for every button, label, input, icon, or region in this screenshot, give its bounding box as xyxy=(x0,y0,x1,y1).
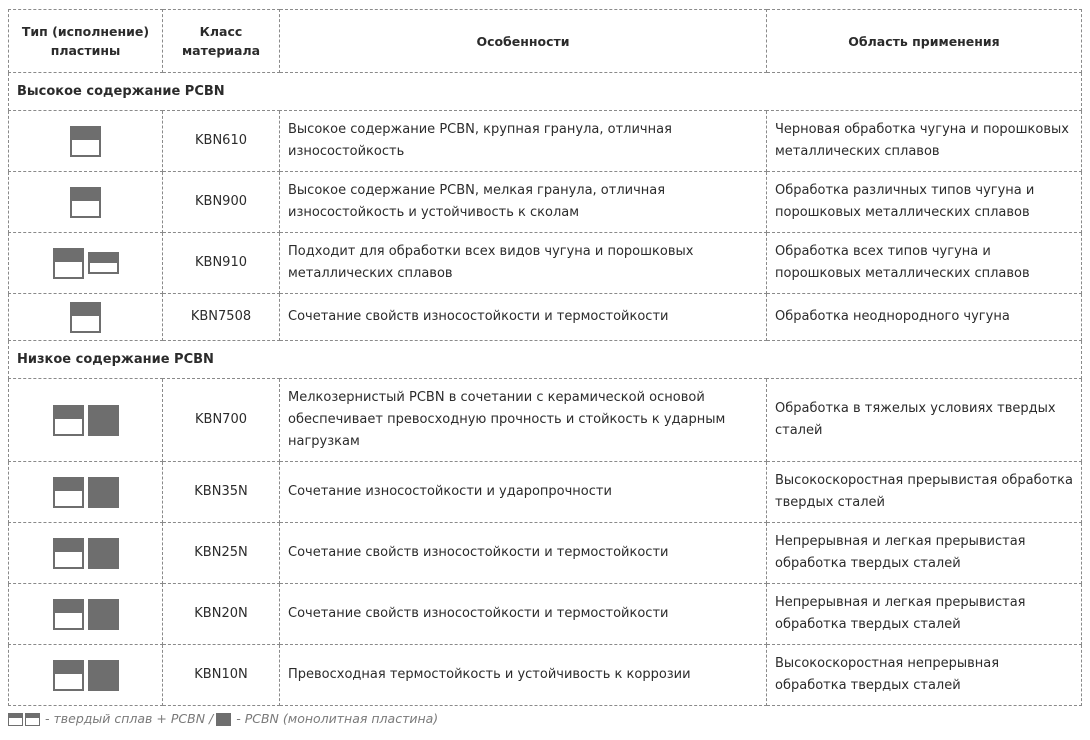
hybrid-insert-icon xyxy=(53,405,84,436)
application-cell: Непрерывная и легкая прерывистая обработка твердых сталей xyxy=(767,523,1082,584)
grade-cell: KBN10N xyxy=(163,645,280,706)
table-row xyxy=(9,294,1082,341)
pcbn-grades-table xyxy=(8,9,1082,706)
section-title: Низкое содержание PCBN xyxy=(9,341,1082,379)
grade-cell: KBN910 xyxy=(163,233,280,294)
application-cell: Обработка неоднородного чугуна xyxy=(767,294,1082,341)
table-row xyxy=(9,172,1082,233)
application-cell: Высокоскоростная прерывистая обработка твердых сталей xyxy=(767,462,1082,523)
grade-cell: KBN20N xyxy=(163,584,280,645)
features-cell: Превосходная термостойкость и устойчивость к коррозии xyxy=(280,645,767,706)
grade-cell: KBN700 xyxy=(163,379,280,462)
features-cell: Подходит для обработки всех видов чугуна и порошковых металлических сплавов xyxy=(280,233,767,294)
table-row xyxy=(9,462,1082,523)
hybrid-insert-icon xyxy=(8,713,23,726)
insert-type-cell xyxy=(9,233,163,294)
grade-cell: KBN35N xyxy=(163,462,280,523)
features-cell: Высокое содержание PCBN, мелкая гранула, отличная износостойкость и устойчивость к сколам xyxy=(280,172,767,233)
application-cell: Обработка всех типов чугуна и порошковых металлических сплавов xyxy=(767,233,1082,294)
hybrid-insert-icon xyxy=(53,248,84,279)
section-header-row xyxy=(9,341,1082,379)
solid-insert-icon xyxy=(216,713,231,726)
insert-type-cell xyxy=(9,645,163,706)
hybrid-insert-icon xyxy=(53,599,84,630)
header-features: Особенности xyxy=(280,10,767,73)
insert-type-cell xyxy=(9,523,163,584)
hybrid-insert-icon xyxy=(53,477,84,508)
section-header-row xyxy=(9,73,1082,111)
insert-type-cell xyxy=(9,379,163,462)
legend-solid-text: - PCBN (монолитная пластина) xyxy=(236,711,439,726)
hybrid-insert-icon xyxy=(88,252,119,274)
insert-type-cell xyxy=(9,172,163,233)
solid-insert-icon xyxy=(88,599,119,630)
table-row xyxy=(9,233,1082,294)
grade-cell: KBN7508 xyxy=(163,294,280,341)
table-body xyxy=(9,73,1082,706)
table-row xyxy=(9,523,1082,584)
features-cell: Сочетание износостойкости и ударопрочности xyxy=(280,462,767,523)
insert-type-cell xyxy=(9,294,163,341)
table-row xyxy=(9,645,1082,706)
legend xyxy=(8,710,441,728)
hybrid-insert-icon xyxy=(70,302,101,333)
grade-cell: KBN25N xyxy=(163,523,280,584)
application-cell: Черновая обработка чугуна и порошковых металлических сплавов xyxy=(767,111,1082,172)
grade-cell: KBN610 xyxy=(163,111,280,172)
insert-type-cell xyxy=(9,584,163,645)
header-type: Тип (исполнение) пластины xyxy=(9,10,163,73)
header-grade: Класс материала xyxy=(163,10,280,73)
features-cell: Сочетание свойств износостойкости и термостойкости xyxy=(280,294,767,341)
application-cell: Непрерывная и легкая прерывистая обработка твердых сталей xyxy=(767,584,1082,645)
table-row xyxy=(9,584,1082,645)
hybrid-insert-icon xyxy=(53,538,84,569)
insert-type-cell xyxy=(9,111,163,172)
features-cell: Высокое содержание PCBN, крупная гранула, отличная износостойкость xyxy=(280,111,767,172)
features-cell: Сочетание свойств износостойкости и термостойкости xyxy=(280,584,767,645)
grade-cell: KBN900 xyxy=(163,172,280,233)
hybrid-insert-icon xyxy=(70,187,101,218)
table-header-row xyxy=(9,10,1082,73)
hybrid-insert-icon xyxy=(70,126,101,157)
solid-insert-icon xyxy=(88,405,119,436)
header-application: Область применения xyxy=(767,10,1082,73)
insert-type-cell xyxy=(9,462,163,523)
solid-insert-icon xyxy=(88,477,119,508)
application-cell: Обработка различных типов чугуна и порошковых металлических сплавов xyxy=(767,172,1082,233)
solid-insert-icon xyxy=(88,660,119,691)
hybrid-insert-icon xyxy=(53,660,84,691)
application-cell: Обработка в тяжелых условиях твердых сталей xyxy=(767,379,1082,462)
hybrid-insert-icon xyxy=(25,713,40,726)
legend-hybrid-text: - твердый сплав + PCBN / xyxy=(45,711,214,726)
features-cell: Мелкозернистый PCBN в сочетании с керамической основой обеспечивает превосходную прочность и стойкость к ударным нагрузкам xyxy=(280,379,767,462)
table-row xyxy=(9,111,1082,172)
table-row xyxy=(9,379,1082,462)
application-cell: Высокоскоростная непрерывная обработка твердых сталей xyxy=(767,645,1082,706)
features-cell: Сочетание свойств износостойкости и термостойкости xyxy=(280,523,767,584)
section-title: Высокое содержание PCBN xyxy=(9,73,1082,111)
solid-insert-icon xyxy=(88,538,119,569)
